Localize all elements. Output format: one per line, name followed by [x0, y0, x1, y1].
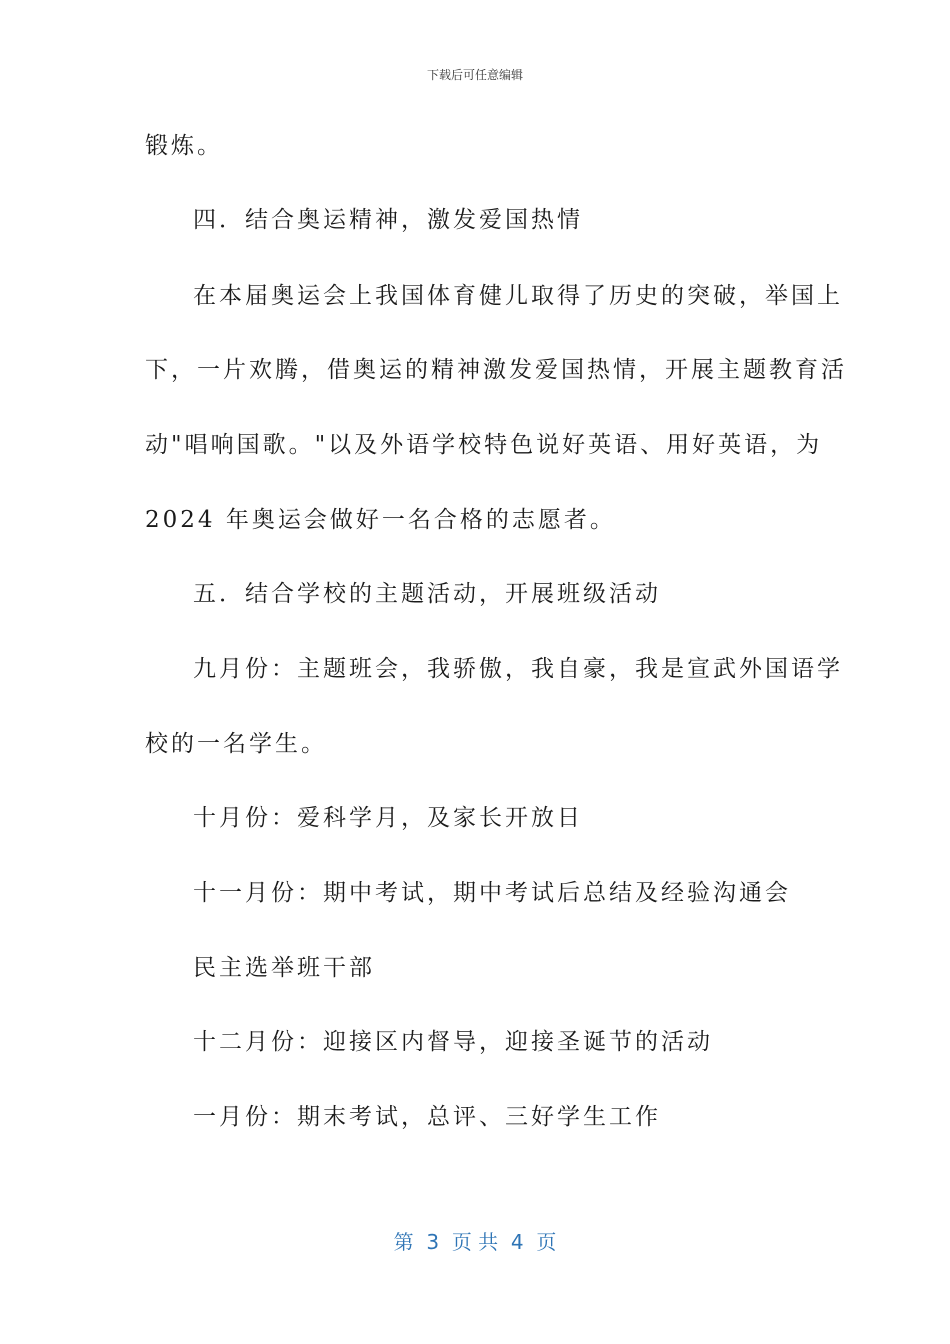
text-line: 十一月份：期中考试，期中考试后总结及经验沟通会 [193, 880, 791, 906]
footer-label-end: 页 [536, 1230, 557, 1254]
total-pages-number: 4 [510, 1230, 524, 1254]
text-line: 动"唱响国歌。"以及外语学校特色说好英语、用好英语，为 [145, 432, 823, 458]
text-line: 锻炼。 [145, 133, 223, 159]
text-line: 十二月份：迎接区内督导，迎接圣诞节的活动 [193, 1029, 713, 1055]
text-line: 在本届奥运会上我国体育健儿取得了历史的突破，举国上 [193, 283, 843, 309]
text-line: 2024 年奥运会做好一名合格的志愿者。 [145, 507, 616, 533]
text-line: 校的一名学生。 [145, 731, 327, 757]
page-footer [0, 1226, 950, 1255]
text-line: 九月份：主题班会，我骄傲，我自豪，我是宣武外国语学 [193, 656, 843, 682]
page-header: 下载后可任意编辑 [426, 68, 523, 82]
text-line: 民主选举班干部 [193, 955, 375, 981]
current-page-number: 3 [426, 1230, 440, 1254]
text-line: 下，一片欢腾，借奥运的精神激发爱国热情，开展主题教育活 [145, 357, 847, 383]
text-line: 十月份：爱科学月，及家长开放日 [193, 805, 583, 831]
text-line: 一月份：期末考试，总评、三好学生工作 [193, 1104, 661, 1130]
section-heading: 四．结合奥运精神，激发爱国热情 [193, 207, 583, 233]
footer-label-total: 页 共 [451, 1230, 499, 1254]
footer-label-page: 第 [393, 1230, 414, 1254]
section-heading: 五．结合学校的主题活动，开展班级活动 [193, 581, 661, 607]
